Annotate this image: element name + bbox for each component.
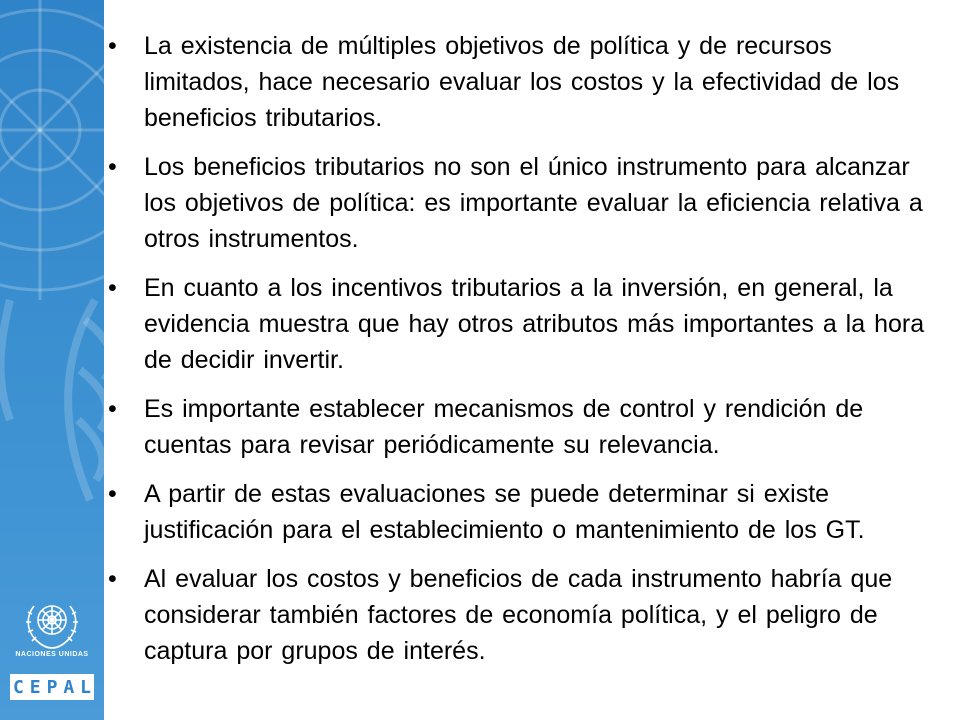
cepal-letter: P bbox=[46, 676, 58, 698]
cepal-letter: L bbox=[80, 676, 91, 698]
bullet-item bbox=[108, 391, 944, 463]
bullet-point-icon: • bbox=[108, 565, 117, 593]
bullet-point-icon: • bbox=[108, 32, 117, 60]
bullet-item bbox=[108, 149, 944, 257]
cepal-letter: E bbox=[29, 676, 41, 698]
bullet-point-icon: • bbox=[108, 395, 117, 423]
bullet-text: La existencia de múltiples objetivos de política y de recursos limitados, hace necesario evaluar los costos y la efectividad de los beneficios tributarios. bbox=[144, 32, 900, 132]
un-logo-icon bbox=[22, 596, 82, 650]
bullet-text: Es importante establecer mecanismos de control y rendición de cuentas para revisar periódicamente su relevancia. bbox=[144, 395, 864, 459]
bullet-item bbox=[108, 476, 944, 548]
bullet-item bbox=[108, 28, 944, 136]
bullet-item bbox=[108, 561, 944, 669]
bullet-point-icon: • bbox=[108, 480, 117, 508]
bullet-point-icon: • bbox=[108, 274, 117, 302]
bullet-text: En cuanto a los incentivos tributarios a la inversión, en general, la evidencia muestra que hay otros atributos más importantes a la hora de decidir invertir. bbox=[144, 274, 925, 374]
sidebar-panel bbox=[0, 0, 104, 720]
slide-body bbox=[108, 28, 944, 682]
bullet-text: A partir de estas evaluaciones se puede determinar si existe justificación para el establecimiento o mantenimiento de los GT. bbox=[144, 480, 865, 544]
bullet-point-icon: • bbox=[108, 153, 117, 181]
cepal-letter: C bbox=[12, 676, 24, 698]
org-name-caption: NACIONES UNIDAS bbox=[15, 651, 89, 658]
bullet-item bbox=[108, 270, 944, 378]
bullet-text: Los beneficios tributarios no son el único instrumento para alcanzar los objetivos de política: es importante evaluar la eficiencia relativa a otros instrumentos. bbox=[144, 153, 923, 253]
bullet-text: Al evaluar los costos y beneficios de cada instrumento habría que considerar también factores de economía política, y el peligro de captura por grupos de interés. bbox=[144, 565, 893, 665]
cepal-logo bbox=[10, 674, 94, 700]
cepal-letter: A bbox=[63, 676, 75, 698]
